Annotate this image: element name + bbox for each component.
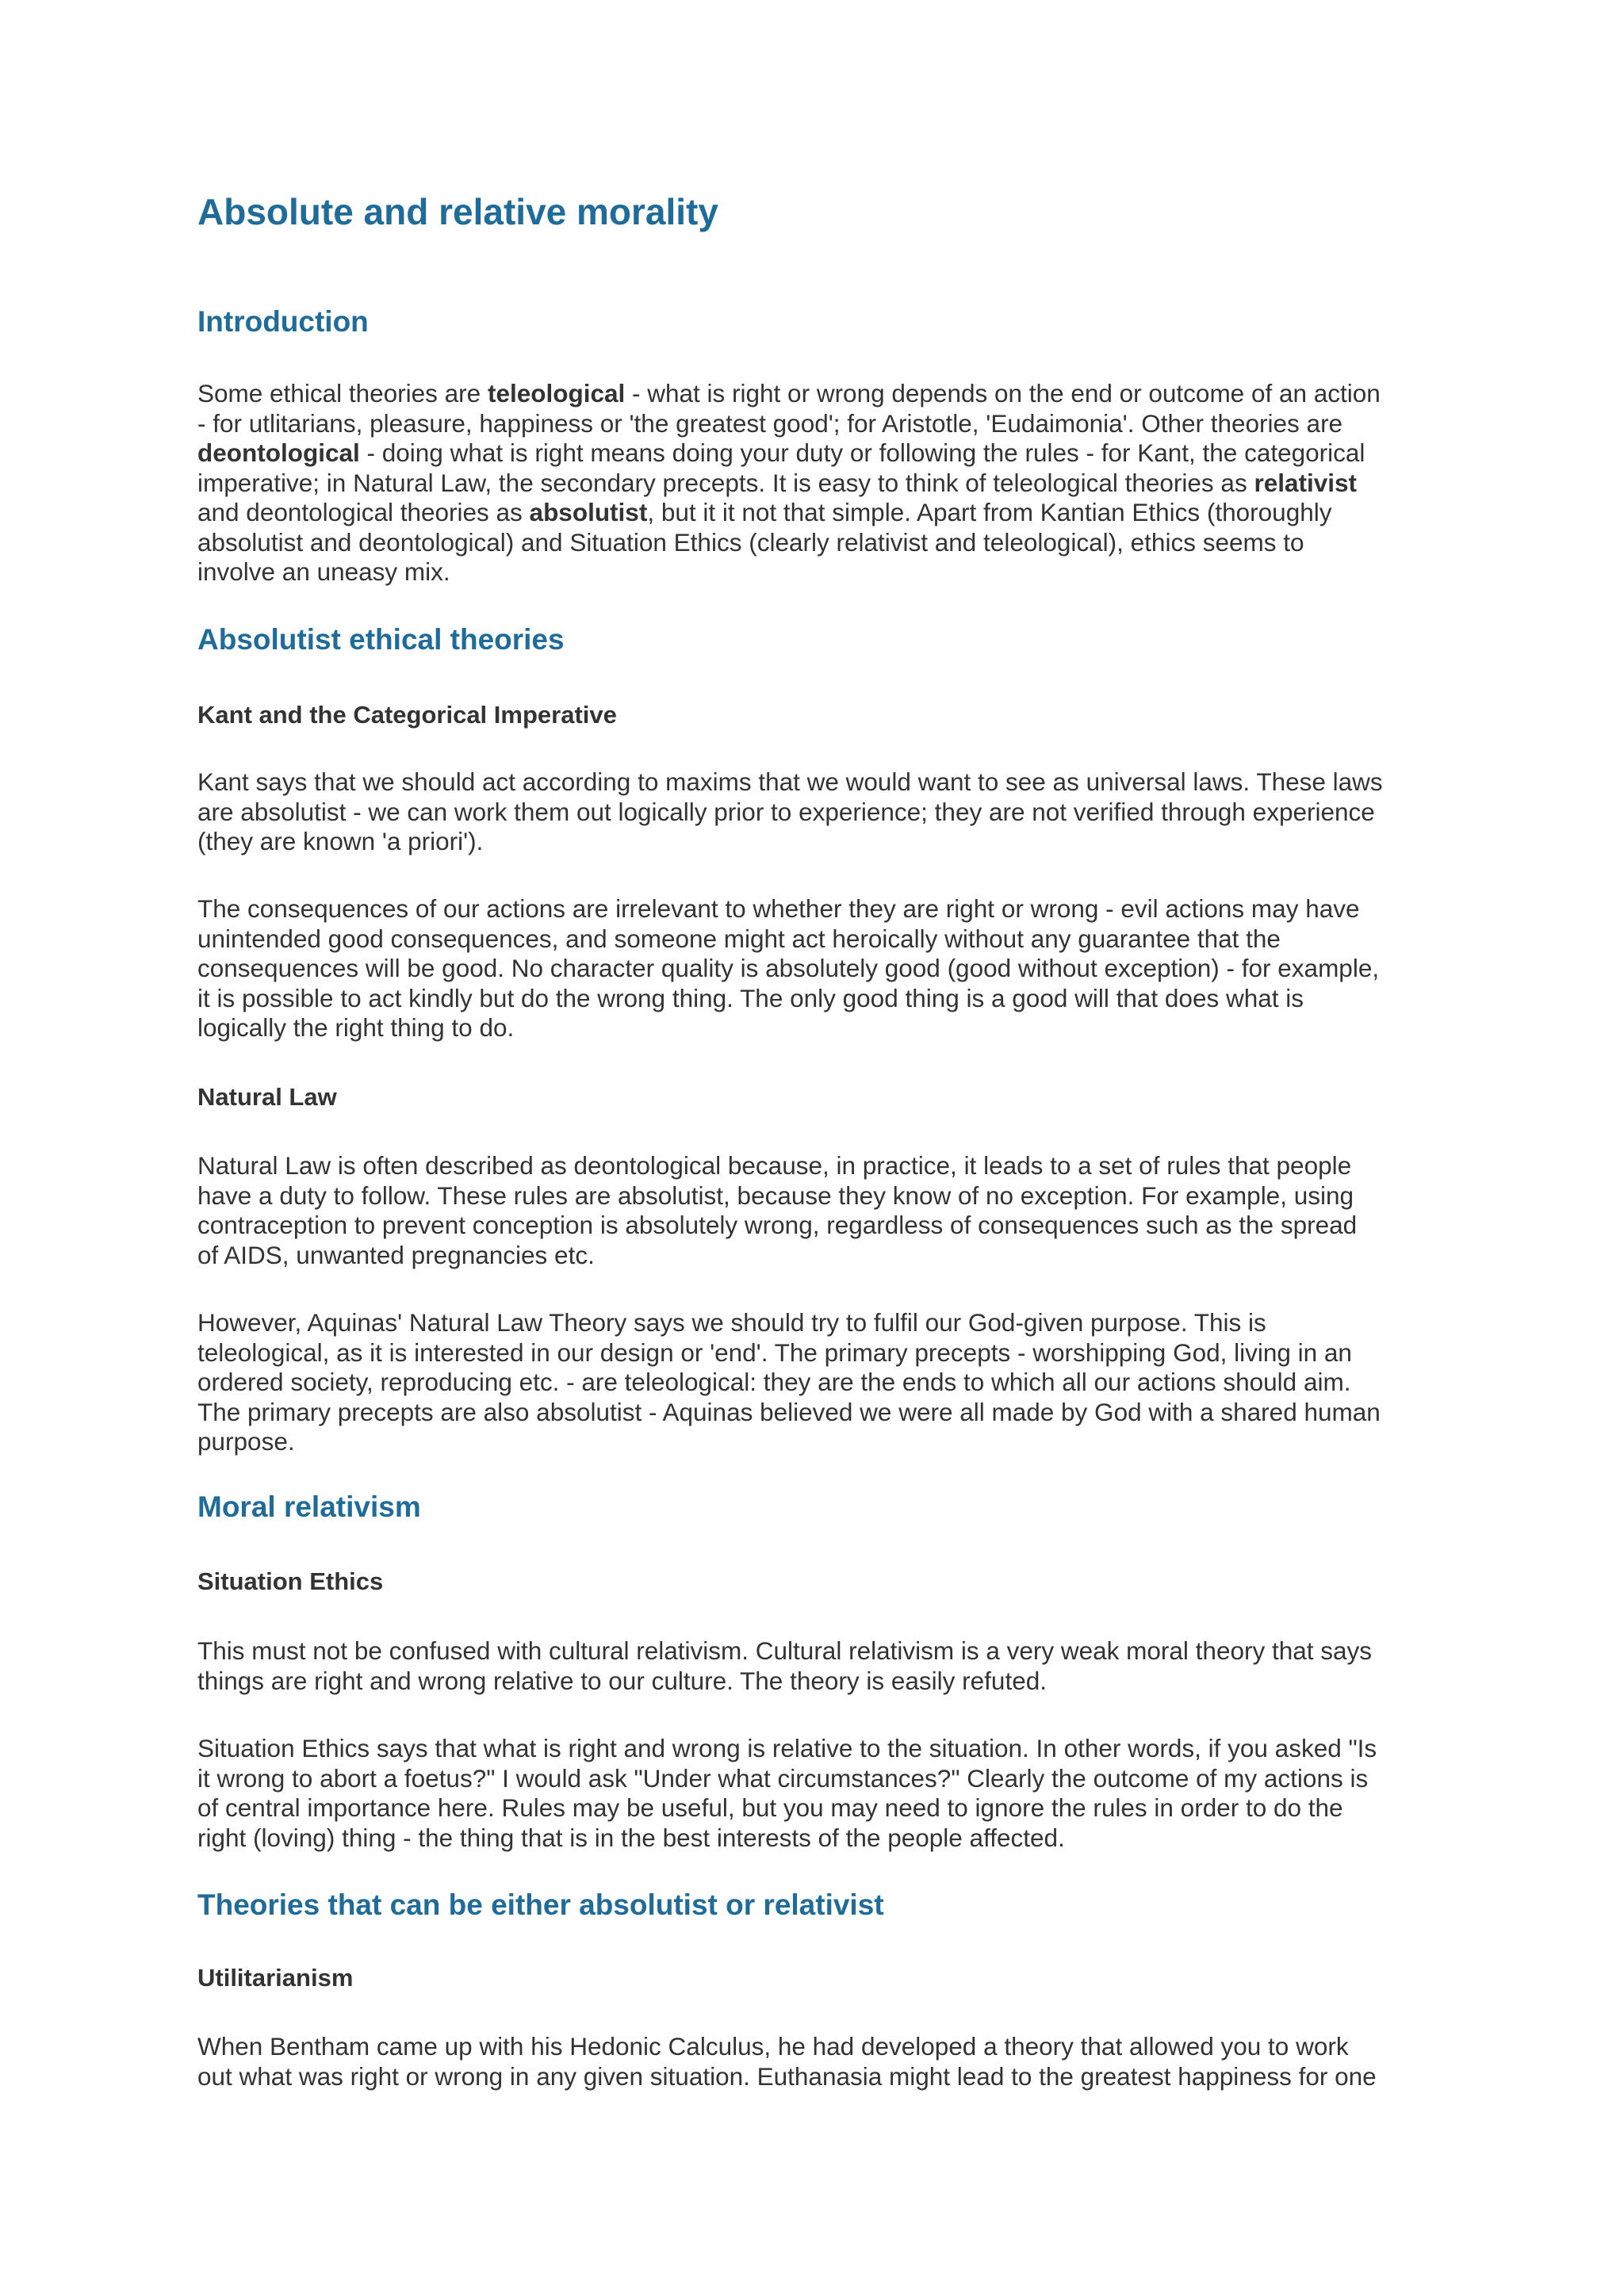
text-run: and deontological theories as: [197, 498, 530, 526]
term-relativist: relativist: [1254, 468, 1358, 497]
text-line: However, Aquinas' Natural Law Theory says we should try to fulfil our God-given purpose. This is: [197, 1308, 1266, 1337]
subheading-natural-law: Natural Law: [197, 1083, 337, 1111]
text-line: [197, 498, 1434, 528]
text-line: it wrong to abort a foetus?" I would ask "Under what circumstances?" Clearly the outcome of my actions is: [197, 1763, 1369, 1793]
text-line: of AIDS, unwanted pregnancies etc.: [197, 1240, 595, 1269]
text-line: This must not be confused with cultural relativism. Cultural relativism is a very weak moral theory that says: [197, 1636, 1373, 1665]
text-line: purpose.: [197, 1427, 295, 1456]
text-line: When Bentham came up with his Hedonic Calculus, he had developed a theory that allowed you to work: [197, 2032, 1349, 2061]
text-line: (they are known 'a priori').: [197, 827, 484, 855]
text-line: contraception to prevent conception is absolutely wrong, regardless of consequences such as the spread: [197, 1211, 1358, 1239]
text-line: - for utlitarians, pleasure, happiness or 'the greatest good'; for Aristotle, 'Eudaimonia'. Other theories are: [197, 408, 1343, 438]
text-line: it is possible to act kindly but do the wrong thing. The only good thing is a good will that does what is: [197, 983, 1304, 1012]
text-line: unintended good consequences, and someone might act heroically without any guarantee that the: [197, 924, 1281, 953]
text-line: Kant says that we should act according to maxims that we would want to see as universal laws. These laws: [197, 767, 1383, 796]
text-run: Some ethical theories are: [197, 379, 488, 408]
term-absolutist: absolutist: [529, 498, 648, 526]
term-teleological: teleological: [487, 379, 626, 408]
text-run: , but it it not that simple. Apart from Kantian Ethics (thoroughly: [647, 498, 1332, 526]
kant-paragraph-1: [197, 767, 1434, 857]
text-line: right (loving) thing - the thing that is in the best interests of the people affected.: [197, 1823, 1065, 1852]
text-line: Natural Law is often described as deontological because, in practice, it leads to a set of rules that people: [197, 1151, 1352, 1180]
text-line: logically the right thing to do.: [197, 1013, 515, 1042]
text-line: ordered society, reproducing etc. - are teleological: they are the ends to which all our actions should aim.: [197, 1368, 1351, 1396]
text-line: [197, 438, 1434, 469]
situation-paragraph-2: [197, 1734, 1434, 1853]
natural-law-paragraph-1: [197, 1151, 1434, 1270]
text-line: teleological, as it is interested in our design or 'end'. The primary precepts - worshipping God, living in an: [197, 1337, 1352, 1367]
text-run: - what is right or wrong depends on the end or outcome of an action: [625, 379, 1381, 408]
text-run: - doing what is right means doing your duty or following the rules - for Kant, the categorical: [359, 438, 1365, 467]
text-line: have a duty to follow. These rules are absolutist, because they know of no exception. For example, using: [197, 1181, 1354, 1210]
situation-paragraph-1: [197, 1636, 1434, 1696]
text-line: Situation Ethics says that what is right and wrong is relative to the situation. In other words, if you asked "Is: [197, 1734, 1377, 1762]
text-line: [197, 379, 1434, 409]
text-line: [197, 469, 1434, 499]
text-line: The consequences of our actions are irrelevant to whether they are right or wrong - evil actions may have: [197, 894, 1360, 923]
text-line: things are right and wrong relative to our culture. The theory is easily refuted.: [197, 1666, 1047, 1695]
intro-paragraph: [197, 379, 1434, 587]
page-title: Absolute and relative morality: [197, 191, 718, 232]
text-run: imperative; in Natural Law, the secondary precepts. It is easy to think of teleological theories as: [197, 468, 1254, 497]
kant-paragraph-2: [197, 894, 1434, 1043]
section-heading-absolutist: Absolutist ethical theories: [197, 623, 565, 656]
subheading-situation-ethics: Situation Ethics: [197, 1567, 384, 1595]
text-line: of central importance here. Rules may be useful, but you may need to ignore the rules in order to do the: [197, 1793, 1343, 1822]
text-line: absolutist and deontological) and Situation Ethics (clearly relativist and teleological), ethics seems to: [197, 527, 1304, 557]
text-line: out what was right or wrong in any given situation. Euthanasia might lead to the greatest happiness for one: [197, 2061, 1377, 2091]
subheading-utilitarianism: Utilitarianism: [197, 1964, 354, 1992]
utilitarianism-paragraph-1: [197, 2032, 1434, 2091]
section-heading-either: Theories that can be either absolutist or relativist: [197, 1888, 884, 1921]
subheading-kant: Kant and the Categorical Imperative: [197, 701, 617, 729]
text-line: involve an uneasy mix.: [197, 557, 450, 586]
section-heading-moral-relativism: Moral relativism: [197, 1490, 421, 1523]
section-heading-introduction: Introduction: [197, 305, 369, 338]
term-deontological: deontological: [197, 438, 360, 467]
text-line: consequences will be good. No character quality is absolutely good (good without exception) - for example,: [197, 954, 1380, 982]
natural-law-paragraph-2: [197, 1308, 1434, 1457]
text-line: are absolutist - we can work them out logically prior to experience; they are not verified through experience: [197, 797, 1375, 826]
text-line: The primary precepts are also absolutist - Aquinas believed we were all made by God with a shared human: [197, 1397, 1381, 1426]
